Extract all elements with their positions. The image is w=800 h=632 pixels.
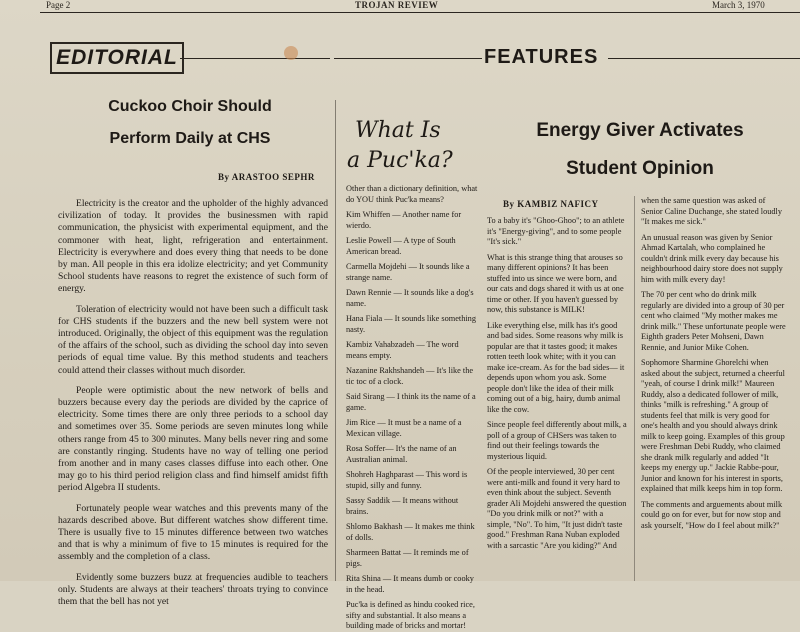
- puka-headline-line2: a Puc'ka?: [347, 148, 453, 173]
- puka-paragraph: Hana Fiala — It sounds like something nasty.: [346, 314, 476, 334]
- issue-date: March 3, 1970: [712, 0, 765, 10]
- energy-headline-line2: Student Opinion: [566, 158, 714, 179]
- editorial-paragraph: Toleration of electricity would not have been such a difficult task for CHS students if the buzzers and the new bell system were not introduced. Originally, the object of this equipment was the regulation of the affairs of the school, such as dividing the school day into seven periods of equal time value. By this method students and teachers could attend their classes without much disorder.: [58, 303, 328, 376]
- puka-paragraph: Sassy Saddik — It means without brains.: [346, 496, 459, 516]
- puka-paragraph: Shohreh Haghparast — This word is stupid, silly and funny.: [346, 470, 468, 490]
- editorial-paragraph: Fortunately people wear watches and this prevents many of the hazards described above. But different watches show different time. There is usually five to 15 minutes difference between two watches and that is why a minimum of five to 15 minutes is required for the assembly and the completion of a class.: [58, 502, 328, 563]
- puka-paragraph: Other than a dictionary definition, what do YOU think Puc'ka means?: [346, 184, 478, 204]
- puka-paragraph: Leslie Powell — A type of South American bread.: [346, 236, 456, 256]
- features-rule-right: [608, 58, 800, 59]
- features-section-title: FEATURES: [484, 46, 599, 68]
- editorial-paragraph: People were optimistic about the new network of bells and buzzers because every day the periods are divided by the caprice of electricity. Some times there are only three periods to a school day and sometimes over 35. Some periods are seven minutes long while others range from 45 to 300 minutes. Many bells never ring and some are constantly ringing. Students have no way of telling one period from another and in many cases classes diffuse into each other. One may go to his third period religion class and find himself amidst fifth period Algebra II students.: [58, 384, 328, 494]
- energy-paragraph: An unusual reason was given by Senior Ahmad Kartalah, who complained he couldn't drink milk every day because his neighbourhood dairy store does not supply him with milk every day!: [641, 232, 783, 284]
- energy-column-1: [487, 216, 627, 581]
- energy-byline: By KAMBIZ NAFICY: [503, 199, 599, 209]
- energy-paragraph: Sophomore Sharmine Ghorelchi when asked about the subject, returned a cheerful "yeah, of course I drink milk!" Maureen Ruddy, also a dedicated follower of milk, thinks "milk is refreshing." A group of students feel that milk is very good for one's health and you should always drink milk to keep going. Examples of this group were Freshman Debi Ruddy, who claimed she drank milk regularly and added "It keeps my energy up." Jackie Rabbe-pour, Junior and known for his interest in sports, explained that milk keeps him in top form.: [641, 358, 785, 493]
- editorial-headline-line2: Perform Daily at CHS: [109, 130, 271, 147]
- energy-paragraph: Of the people interviewed, 30 per cent were anti-milk and found it very hard to even think about the subject. Seventh grader Ali Mojdehi answered the question "Do you drink milk or not?" with a simple, "No". To him, "It just didn't taste good." Freshman Rana Nuban exploded with a sarcastic "Are you kiding?" And: [487, 467, 627, 550]
- features-rule-left: [334, 58, 482, 59]
- puka-paragraph: Sharmeen Battat — It reminds me of pigs.: [346, 548, 469, 568]
- energy-paragraph: The 70 per cent who do drink milk regularly are divided into a group of 30 per cent who claimed "My mother makes me drink milk." These unfortunate people were Eighth graders Peter Mohseni, Dawn Rennie, and Junior Mike Cohen.: [641, 290, 786, 352]
- energy-paragraph: To a baby it's "Ghoo-Ghoo"; to an athlete it's "Energy-giving", and to some people "It's sick.": [487, 216, 625, 246]
- masthead-rule: [40, 12, 800, 13]
- energy-headline-line1: Energy Giver Activates: [536, 120, 744, 141]
- editorial-paragraph: Evidently some buzzers buzz at frequencies audible to teachers only. Students are always at their teachers' throats trying to convince them that the bell has not yet: [58, 571, 328, 608]
- energy-paragraph: The comments and arguements about milk could go on for ever, but for now stop and ask yourself, "How do I feel about milk?": [641, 499, 783, 530]
- puka-paragraph: Kim Whiffen — Another name for wierdo.: [346, 210, 462, 230]
- puka-paragraph: Carmella Mojdehi — It sounds like a strange name.: [346, 262, 470, 282]
- puka-paragraph: Kambiz Vahabzadeh — The word means empty.: [346, 340, 459, 360]
- editorial-headline-line1: Cuckoo Choir Should: [108, 98, 272, 115]
- column-divider: [335, 100, 336, 581]
- paper-name: TROJAN REVIEW: [355, 0, 439, 10]
- energy-paragraph: What is this strange thing that arouses so many different opinions? It has been stuffed into us since we were born, and our cats and dogs shared it with us at one time or other. If you haven't guessed by now, this substance is MILK!: [487, 252, 624, 314]
- energy-paragraph: Since people feel differently about milk, a poll of a group of CHSers was taken to find out their feelings towards the mysterious liquid.: [487, 420, 627, 461]
- energy-column-divider: [634, 196, 635, 581]
- page-number: Page 2: [46, 0, 71, 10]
- editorial-body: [58, 198, 328, 608]
- energy-column-2: [641, 196, 787, 581]
- energy-paragraph: Like everything else, milk has it's good and bad sides. Some reasons why milk is popular are that it tastes good; it makes rotten teeth look white; with it you can make ice-cream. As for the bad sides— it depends upon whom you ask. Some people don't like the idea of their milk coming out of a big, hairy, dumb animal like the cow.: [487, 320, 625, 414]
- puka-paragraph: Rosa Soffer— It's the name of an Australian animal.: [346, 444, 457, 464]
- puka-headline: [347, 116, 487, 176]
- editorial-section-title: EDITORIAL: [50, 42, 184, 74]
- puka-paragraph: Puc'ka is defined as hindu cooked rice, sifty and substantial. It also means a building made of bricks and mortar!: [346, 600, 475, 630]
- puka-paragraph: Dawn Rennie — It sounds like a dog's name.: [346, 288, 474, 308]
- puka-paragraph: Jim Rice — It must be a name of a Mexican village.: [346, 418, 462, 438]
- puka-headline-line1: What Is: [355, 118, 441, 143]
- puka-paragraph: Shlomo Bakhash — It makes me think of dolls.: [346, 522, 475, 542]
- editorial-rule: [180, 58, 330, 59]
- editorial-byline: By ARASTOO SEPHR: [218, 172, 315, 182]
- energy-paragraph: when the same question was asked of Senior Caline Duchange, she stated loudly "It makes me sick.": [641, 196, 783, 226]
- energy-headline: [490, 116, 790, 184]
- puka-column: [346, 184, 480, 630]
- puka-paragraph: Nazanine Rakhshandeh — It's like the tic toc of a clock.: [346, 366, 474, 386]
- editorial-paragraph: Electricity is the creator and the upholder of the highly advanced civilization of today. It provides the businessmen with rapid communication, the physicist with experimental equipment, and the commoner with heat, light, refrigeration and entertainment. Electricity is everywhere and does every thing that needs to be done by man. All people in this era idolize electricity; and yet Community School students have reasons to regret the existence of such form of energy.: [58, 198, 328, 295]
- puka-paragraph: Said Sirang — I think its the name of a game.: [346, 392, 476, 412]
- paper-stain: [284, 46, 298, 60]
- puka-paragraph: Rita Shina — It means dumb or cooky in the head.: [346, 574, 474, 594]
- editorial-headline: [60, 95, 320, 151]
